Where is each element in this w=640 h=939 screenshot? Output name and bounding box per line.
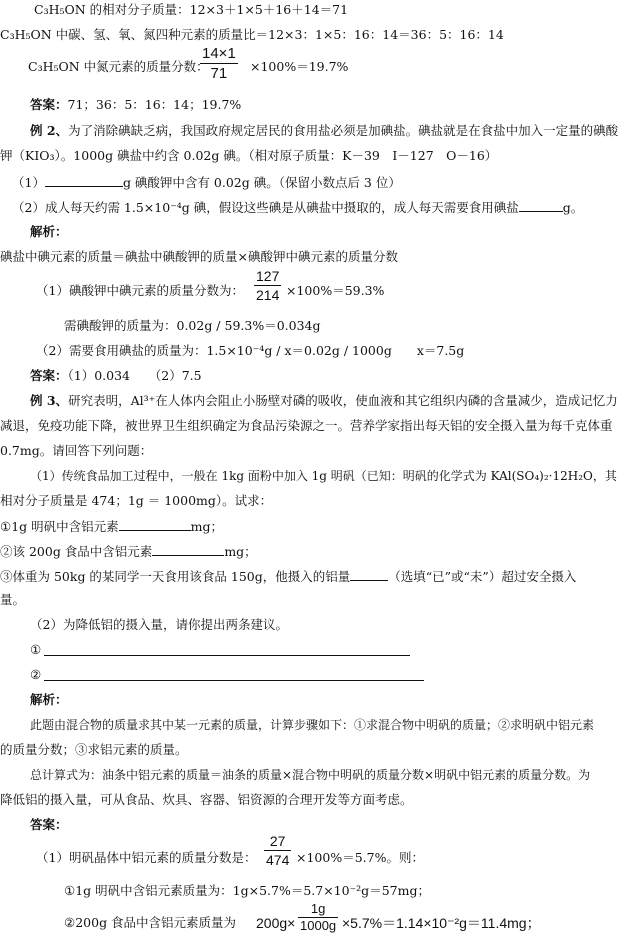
q1-text: g 碘酸钾中含有 0.02g 碘。（保留小数点后 3 位） xyxy=(122,175,401,190)
sub1-blank[interactable] xyxy=(119,518,191,531)
frac-numerator: 127 xyxy=(256,268,280,284)
sub1-unit: mg； xyxy=(190,519,223,534)
example-3-sub3-cont: 量。 xyxy=(0,592,26,607)
example-3-q2: （2）为降低铝的摄入量，请你提出两条建议。 xyxy=(30,617,288,632)
answer-text: 71；36：5：16：14；19.7% xyxy=(67,97,242,112)
sub3-blank[interactable] xyxy=(350,568,388,581)
analysis-2-label: 解析： xyxy=(30,692,68,707)
example-3-sub2 xyxy=(0,543,257,560)
sub3-text-b: （选填“已”或“未”）超过安全摄入 xyxy=(388,569,577,584)
example-3-line3: 0.7mg。请回答下列问题： xyxy=(0,443,153,458)
q2-unit: g。 xyxy=(562,200,584,215)
answer-1 xyxy=(30,97,241,113)
nitrogen-fraction-prefix: C₃H₅ON 中氮元素的质量分数： xyxy=(28,59,209,74)
q1-blank[interactable] xyxy=(45,174,123,187)
frac-numerator: 27 xyxy=(269,833,286,849)
sub2-unit: mg； xyxy=(224,544,257,559)
answer-3-label: 答案： xyxy=(30,817,68,832)
example-2-label: 例 2、 xyxy=(30,123,69,138)
example-2-text: 为了消除碘缺乏病，我国政府规定居民的食用盐必须是加碘盐。碘盐就是在食盐中加入一定量的碘酸 xyxy=(68,123,619,138)
analysis-2-line3: 总计算式为：油条中铝元素的质量＝油条的质量×混合物中明矾的质量分数×明矾中铝元素的质量分数。为 xyxy=(30,768,591,782)
example-2-q2 xyxy=(12,199,583,216)
formula-mass-ratio: C₃H₅ON 中碳、氢、氧、氮四种元素的质量比＝12×3：1×5：16：14＝36：5：16：14 xyxy=(0,27,504,42)
formula-molar-mass: C₃H₅ON 的相对分子质量：12×3＋1×5＋16＋14＝71 xyxy=(34,2,349,17)
answer-3-line1: ①1g 明矾中含铝元素质量为：1g×5.7%＝5.7×10⁻²g＝57mg； xyxy=(64,883,430,898)
example-2-line1 xyxy=(30,123,618,139)
sub2-blank[interactable] xyxy=(152,543,224,556)
answer-label: 答案： xyxy=(30,368,68,383)
example-3-sub1 xyxy=(0,518,223,535)
nitrogen-fraction-frac xyxy=(200,44,238,83)
answer-3-line2-a: 200g× xyxy=(256,915,296,931)
example-3-q1-line1: （1）传统食品加工过程中，一般在 1kg 面粉中加入 1g 明矾（已知：明矾的化学式为 KAl(SO₄)₂·12H₂O，其 xyxy=(30,469,617,483)
example-3-label: 例 3、 xyxy=(30,393,69,408)
iodine-fraction-result: ×100%＝59.3% xyxy=(286,283,385,298)
q2-text: （2）成人每天约需 1.5×10⁻⁴g 碘，假设这些碘是从碘盐中摄取的，成人每天需要食用碘盐 xyxy=(12,200,519,215)
analysis-2-line4: 降低铝的摄入量，可从食品、炊具、容器、铝资源的合理开发等方面考虑。 xyxy=(0,792,413,807)
nitrogen-fraction-result: ×100%＝19.7% xyxy=(250,59,349,74)
example-3-text: 研究表明，Al³⁺在人体内会阻止小肠壁对磷的吸收，使血液和其它组织内磷的含量减少，造成记忆力 xyxy=(68,393,618,408)
analysis-1-need: 需碘酸钾的质量为：0.02g / 59.3%＝0.034g xyxy=(64,318,321,333)
q1-number: （1） xyxy=(12,175,45,190)
sub1-text: ①1g 明矾中含铝元素 xyxy=(0,519,119,534)
analysis-1-label: 解析： xyxy=(30,224,68,239)
frac-denominator: 71 xyxy=(200,63,238,83)
formula-nitrogen-fraction xyxy=(28,59,209,75)
analysis-2-line1: 此题由混合物的质量求其中某一元素的质量，计算步骤如下：①求混合物中明矾的质量；②求明矾中铝元素 xyxy=(30,718,595,732)
frac-denominator: 1000g xyxy=(300,918,337,933)
frac-denominator: 474 xyxy=(266,852,290,868)
answer-3-line2-result: ×5.7%＝1.14×10⁻²g＝11.4mg； xyxy=(342,915,541,931)
q2-blank[interactable] xyxy=(519,199,563,212)
example-2-q1 xyxy=(12,174,401,191)
example-2-line2: 钾（KIO₃）。1000g 碘盐中约含 0.02g 碘。（相对原子质量：K－39 I－127 O－16） xyxy=(0,148,498,163)
frac-numerator: 1g xyxy=(310,901,326,916)
answer-3-frac-prefix: （1）明矾晶体中铝元素的质量分数是： xyxy=(36,850,257,865)
iodine-fraction-frac xyxy=(254,267,281,304)
analysis-1-q2: （2）需要食用碘盐的质量为：1.5×10⁻⁴g / x＝0.02g / 1000g x＝7.5g xyxy=(36,343,465,358)
answer-2 xyxy=(30,368,202,384)
suggestion-2-marker: ② xyxy=(30,667,42,682)
answer-text: （1）0.034 （2）7.5 xyxy=(67,368,202,383)
frac-denominator: 214 xyxy=(256,287,280,303)
frac-numerator: 14×1 xyxy=(202,45,236,62)
suggestion-1-line[interactable] xyxy=(44,654,410,656)
example-3-sub3 xyxy=(0,568,576,585)
example-3-q1-line2: 相对分子质量是 474；1g ＝ 1000mg）。试求： xyxy=(0,493,273,508)
sub3-text: ③体重为 50kg 的某同学一天食用该食品 150g，他摄入的铝量 xyxy=(0,569,351,584)
aluminum-fraction-frac xyxy=(264,832,291,869)
analysis-2-line2: 的质量分数；③求铝元素的质量。 xyxy=(0,742,188,757)
example-3-line2: 减退，免疫功能下降，被世界卫生组织确定为食品污染源之一。营养学家指出每天铝的安全摄入量为每千克体重 xyxy=(0,418,613,433)
aluminum-fraction-result: ×100%＝5.7%。则： xyxy=(296,850,424,865)
answer-label: 答案： xyxy=(30,97,68,112)
example-3-line1 xyxy=(30,393,618,409)
sub2-text: ②该 200g 食品中含铝元素 xyxy=(0,544,153,559)
analysis-1-frac-prefix: （1）碘酸钾中碘元素的质量分数为： xyxy=(36,283,244,298)
suggestion-2-line[interactable] xyxy=(44,679,424,681)
analysis-1-line: 碘盐中碘元素的质量＝碘盐中碘酸钾的质量×碘酸钾中碘元素的质量分数 xyxy=(0,249,398,264)
aluminum-mass-frac xyxy=(298,901,338,934)
answer-3-line2-prefix: ②200g 食品中含铝元素质量为 xyxy=(64,915,237,930)
suggestion-1-marker: ① xyxy=(30,642,42,657)
